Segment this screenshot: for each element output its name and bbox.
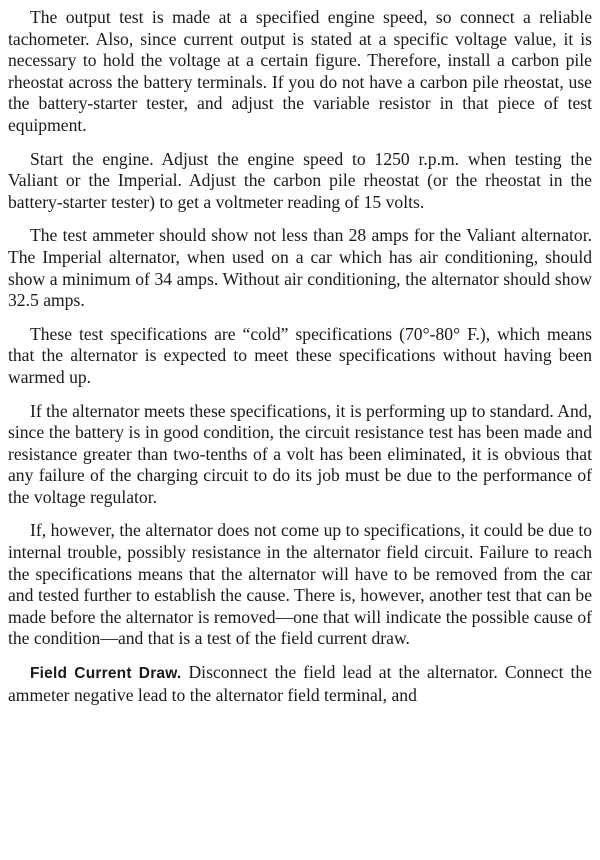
document-page [8,7,592,718]
paragraph-test-ammeter: The test ammeter should show not less than 28 amps for the Valiant alternator. The Imperial alternator, when used on a car which has air conditioning, should show a minimum of 34 amps. Without air conditioning, the alternator should show 32.5 amps. [8,225,592,311]
paragraph-meets-specifications: If the alternator meets these specifications, it is performing up to standard. And, since the battery is in good condition, the circuit resistance test has been made and resistance greater than two-tenths of a volt has been eliminated, it is obvious that any failure of the charging circuit to do its job must be due to the performance of the voltage regulator. [8,400,592,507]
section-heading-field-current-draw: Field Current Draw. [30,665,182,683]
paragraph-cold-specifications: These test specifications are “cold” specifications (70°-80° F.), which means that the alternator is expected to meet these specifications without having been warmed up. [8,323,592,387]
paragraph-field-current-draw [8,662,592,706]
section-text-field-current-draw: Disconnect the field lead at the alternator. Connect the ammeter negative lead to the alternator field terminal, and [8,662,592,705]
paragraph-output-test: The output test is made at a specified engine speed, so connect a reliable tachometer. Also, since current output is stated at a specific voltage value, it is necessary to hold the voltage at a certain figure. Therefore, install a carbon pile rheostat across the battery terminals. If you do not have a carbon pile rheostat, use the battery-starter tester, and adjust the variable resistor in that piece of test equipment. [8,7,592,135]
paragraph-internal-trouble: If, however, the alternator does not come up to specifications, it could be due to internal trouble, possibly resistance in the alternator field circuit. Failure to reach the specifications means that the alternator will have to be removed from the car and tested further to establish the cause. There is, however, another test that can be made before the alternator is removed—one that will indicate the possible cause of the condition—and that is a test of the field current draw. [8,520,592,649]
paragraph-start-engine: Start the engine. Adjust the engine speed to 1250 r.p.m. when testing the Valiant or the Imperial. Adjust the carbon pile rheostat (or the rheostat in the battery-starter tester) to get a voltmeter reading of 15 volts. [8,148,592,212]
